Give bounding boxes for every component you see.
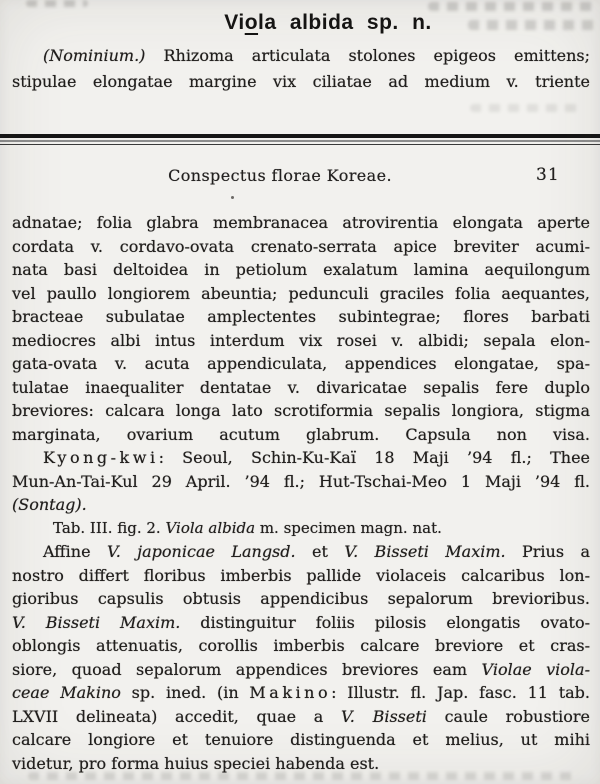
- text-line: [12, 752, 590, 776]
- text-line: [12, 235, 590, 259]
- intro-paragraph: [12, 43, 590, 94]
- text-line: [12, 611, 590, 635]
- bleedthrough-artifact: [428, 2, 596, 11]
- text-segment: nata basi deltoidea in petiolum exalatum lamina aequilongum: [12, 260, 590, 279]
- text-segment: gata-ovata v. acuta appendiculata, appendices elongatae, spa-: [12, 354, 590, 373]
- text-line: [12, 43, 590, 69]
- text-segment: caule robustiore: [426, 706, 590, 726]
- text-line: [12, 681, 590, 705]
- text-line: [12, 258, 590, 282]
- ink-speck: [231, 196, 234, 199]
- italic-text-segment: V. Bisseti: [341, 706, 427, 726]
- italic-text-segment: (Nominium.): [43, 46, 146, 65]
- page-divider-mid-rule: [0, 140, 600, 142]
- text-line: [12, 658, 590, 682]
- text-segment: marginata, ovarium acutum glabrum. Capsula non visa.: [12, 424, 590, 444]
- bleedthrough-artifact: [470, 104, 580, 112]
- page-divider-thin-rule: [0, 144, 600, 145]
- text-segment: calcare longiore et tenuiore distinguenda et melius, ut mihi: [12, 730, 590, 749]
- text-segment: nostro differt floribus imberbis pallide violaceis calcaribus lon-: [12, 565, 590, 585]
- text-line: [12, 705, 590, 729]
- species-heading: [28, 11, 600, 35]
- text-segment: mediocres albi intus interdum vix rosei v. albidi; sepala elon-: [12, 330, 590, 350]
- running-header: Conspectus florae Koreae.: [168, 166, 392, 185]
- text-line: [12, 399, 590, 423]
- text-segment: : Seoul, Schin-Ku-Kaï 18 Maji ’94 fl.; Thee: [158, 448, 590, 467]
- text-segment: Mun-An-Tai-Kul 29 April. ’94 fl.; Hut-Tschai-Meo 1 Maji ’94 fl.: [12, 471, 590, 491]
- bleedthrough-artifact: [26, 0, 88, 7]
- text-segment: gioribus capsulis obtusis appendicibus sepalorum brevioribus.: [12, 589, 590, 608]
- text-line: [12, 587, 590, 611]
- text-segment: stipulae elongatae margine vix ciliatae ad medium v. triente: [12, 71, 590, 91]
- text-segment: oblongis attenuatis, corollis imberbis calcare breviore et cras-: [12, 636, 590, 655]
- text-segment: videtur, pro forma huius speciei habenda est.: [12, 753, 380, 773]
- text-line: [12, 305, 590, 329]
- text-segment: Prius a: [505, 542, 590, 561]
- page-number: 31: [536, 165, 560, 185]
- text-line: [12, 376, 590, 400]
- letterspaced-text-segment: Kyong-kwi: [43, 448, 159, 467]
- body-text: [12, 211, 590, 775]
- text-line: [12, 517, 590, 541]
- text-segment: tulatae inaequaliter dentatae v. divaricatae sepalis fere duplo: [12, 377, 590, 397]
- species-heading-underlined-letter: o: [244, 11, 259, 34]
- text-line: [12, 69, 590, 95]
- text-line: [12, 282, 590, 306]
- text-line: [12, 470, 590, 494]
- text-line: [12, 329, 590, 353]
- text-segment: cordata v. cordavo-ovata crenato-serrata apice breviter acumi-: [12, 236, 590, 256]
- text-line: [12, 634, 590, 658]
- text-segment: et: [295, 542, 345, 561]
- text-segment: adnatae; folia glabra membranacea atrovirentia elongata aperte: [12, 213, 590, 232]
- italic-text-segment: ceae Makino: [12, 683, 121, 702]
- italic-text-segment: V. Bisseti Maxim.: [344, 542, 506, 561]
- text-segment: siore, quoad sepalorum appendices breviores eam: [12, 659, 482, 679]
- species-heading-text: Vi: [224, 11, 245, 34]
- text-segment: vel paullo longiorem abeuntia; pedunculi graciles folia aequantes,: [12, 283, 590, 303]
- text-segment: Rhizoma articulata stolones epigeos emittens;: [145, 46, 590, 65]
- text-segment: bracteae subulatae amplectentes subintegrae; flores barbati: [12, 307, 590, 326]
- text-segment: Tab. III. fig. 2.: [53, 518, 166, 537]
- species-heading-text: la albida sp. n.: [258, 11, 432, 34]
- text-segment: m. specimen magn. nat.: [255, 518, 442, 537]
- italic-text-segment: V. Bisseti Maxim.: [12, 612, 181, 632]
- text-segment: LXVII delineata) accedit, quae a: [12, 706, 342, 726]
- page-divider-thick-rule: [0, 134, 600, 138]
- letterspaced-text-segment: Makino: [249, 683, 332, 702]
- italic-text-segment: Violae viola-: [481, 659, 590, 679]
- text-line: [12, 423, 590, 447]
- text-line: [12, 540, 590, 564]
- text-segment: distinguitur foliis pilosis elongatis ovato-: [180, 612, 591, 632]
- text-line: [12, 211, 590, 235]
- italic-text-segment: V. japonicae Langsd.: [106, 542, 296, 561]
- text-line: [12, 446, 590, 470]
- text-line: [12, 352, 590, 376]
- italic-text-segment: (Sontag).: [12, 495, 87, 514]
- text-segment: : Illustr. fl. Jap. fasc. 11 tab.: [331, 683, 590, 702]
- text-line: [12, 564, 590, 588]
- italic-text-segment: Viola albida: [165, 518, 256, 537]
- text-line: [12, 728, 590, 752]
- text-segment: breviores: calcara longa lato scrotiformia sepalis longiora, stigma: [12, 401, 590, 420]
- text-segment: sp. ined. (in: [120, 683, 250, 702]
- text-line: [12, 493, 590, 517]
- text-segment: Affine: [43, 542, 107, 561]
